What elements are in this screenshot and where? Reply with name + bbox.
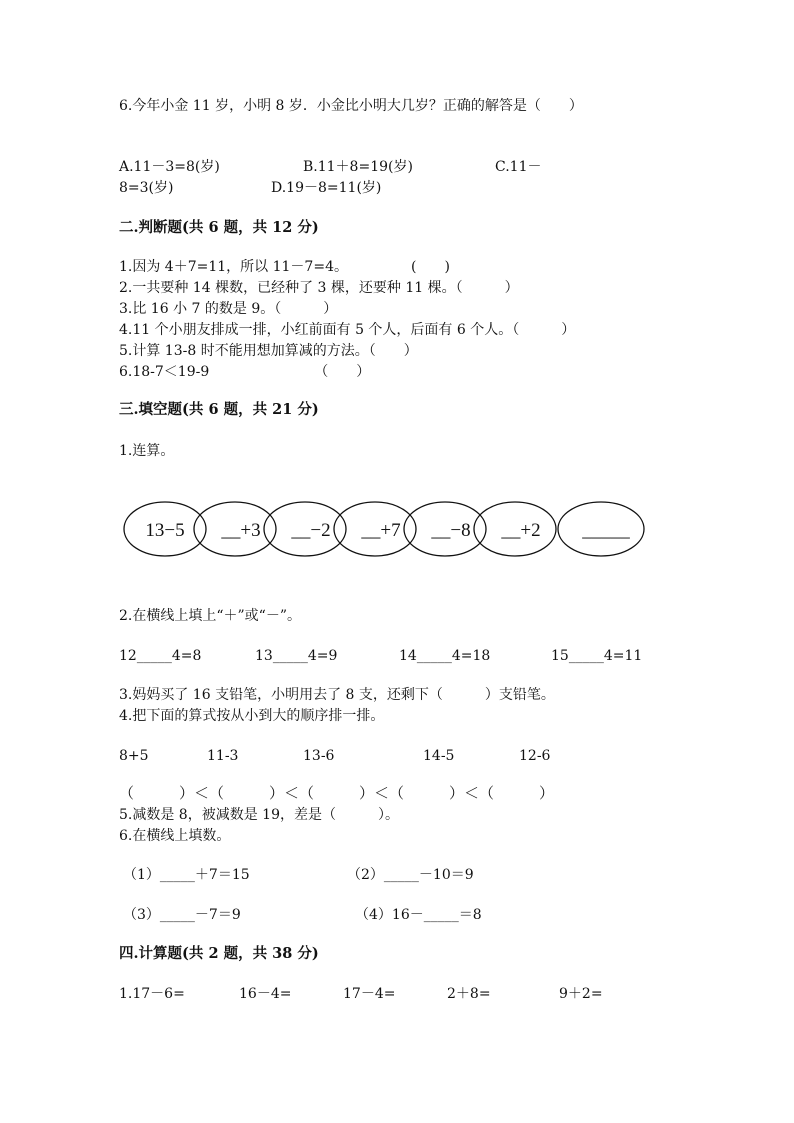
fill-q5: 5.减数是 8，被减数是 19，差是（ ）。 <box>119 807 399 823</box>
chain-label-2[interactable]: __+3 <box>221 520 261 541</box>
fill-q4-order-blanks[interactable]: （ ）＜（ ）＜（ ）＜（ ）＜（ ） <box>119 784 555 802</box>
fill-q4-expr-3: 13-6 <box>303 748 335 764</box>
fill-q2-item-4[interactable]: 15_____4=11 <box>551 648 643 664</box>
fill-q2-item-3[interactable]: 14_____4=18 <box>399 648 491 664</box>
calc-item-1[interactable]: 1.17－6= <box>119 986 185 1002</box>
fill-q2-item-1[interactable]: 12_____4=8 <box>119 648 202 664</box>
fill-q4-expr-5: 12-6 <box>519 748 551 764</box>
fill-q6-title: 6.在横线上填数。 <box>119 828 231 844</box>
q6-question: 6.今年小金 11 岁，小明 8 岁．小金比小明大几岁？正确的解答是（ ） <box>119 98 583 114</box>
fill-q6-item-3[interactable]: （3）_____－7＝9 <box>123 907 241 923</box>
chain-calculation-diagram <box>122 499 646 559</box>
fill-q4-expr-4: 14-5 <box>423 748 455 764</box>
fill-q6-item-2[interactable]: （2）_____－10＝9 <box>347 867 474 883</box>
calc-item-2[interactable]: 16－4= <box>239 986 292 1002</box>
tf-item-5: 5.计算 13-8 时不能用想加算减的方法。（ ） <box>119 343 418 359</box>
chain-label-3[interactable]: __−2 <box>291 520 331 541</box>
section4-heading: 四.计算题(共 2 题，共 38 分) <box>119 945 319 962</box>
chain-label-1: 13−5 <box>145 520 185 541</box>
q6-option-d[interactable]: D.19－8=11(岁) <box>271 180 382 196</box>
fill-q4-expr-1: 8+5 <box>119 748 149 764</box>
fill-q3: 3.妈妈买了 16 支铅笔，小明用去了 8 支，还剩下（ ）支铅笔。 <box>119 687 555 703</box>
tf-item-4: 4.11 个小朋友排成一排，小红前面有 5 个人，后面有 6 个人。（ ） <box>119 322 576 338</box>
chain-label-6[interactable]: __+2 <box>501 520 541 541</box>
tf-item-2: 2.一共要种 14 棵数，已经种了 3 棵，还要种 11 棵。（ ） <box>119 280 519 296</box>
section3-heading: 三.填空题(共 6 题，共 21 分) <box>119 401 319 418</box>
calc-item-3[interactable]: 17－4= <box>343 986 396 1002</box>
chain-label-7[interactable]: _____ <box>582 520 630 541</box>
fill-q2-title: 2.在横线上填上“＋”或“－”。 <box>119 608 301 624</box>
q6-option-a[interactable]: A.11－3=8(岁) <box>119 159 220 175</box>
q6-option-c[interactable]: C.11－ <box>495 159 542 175</box>
tf-item-3: 3.比 16 小 7 的数是 9。（ ） <box>119 301 338 317</box>
fill-q6-item-4[interactable]: （4）16－_____＝8 <box>355 907 482 923</box>
fill-q1-title: 1.连算。 <box>119 443 175 459</box>
calc-item-5[interactable]: 9＋2= <box>559 986 603 1002</box>
chain-label-4[interactable]: __+7 <box>361 520 401 541</box>
fill-q6-item-1[interactable]: （1）_____＋7＝15 <box>123 867 250 883</box>
chain-label-5[interactable]: __−8 <box>431 520 471 541</box>
section2-heading: 二.判断题(共 6 题，共 12 分) <box>119 219 319 236</box>
tf-item-1: 1.因为 4＋7=11，所以 11－7=4。 ( ) <box>119 259 450 275</box>
fill-q4-expr-2: 11-3 <box>207 748 239 764</box>
fill-q4-title: 4.把下面的算式按从小到大的顺序排一排。 <box>119 708 385 724</box>
q6-option-c-continued: 8=3(岁) <box>119 180 174 196</box>
fill-q2-item-2[interactable]: 13_____4=9 <box>255 648 338 664</box>
calc-item-4[interactable]: 2＋8= <box>447 986 491 1002</box>
q6-option-b[interactable]: B.11＋8=19(岁) <box>303 159 413 175</box>
tf-item-6: 6.18-7＜19-9 （ ） <box>119 364 371 380</box>
